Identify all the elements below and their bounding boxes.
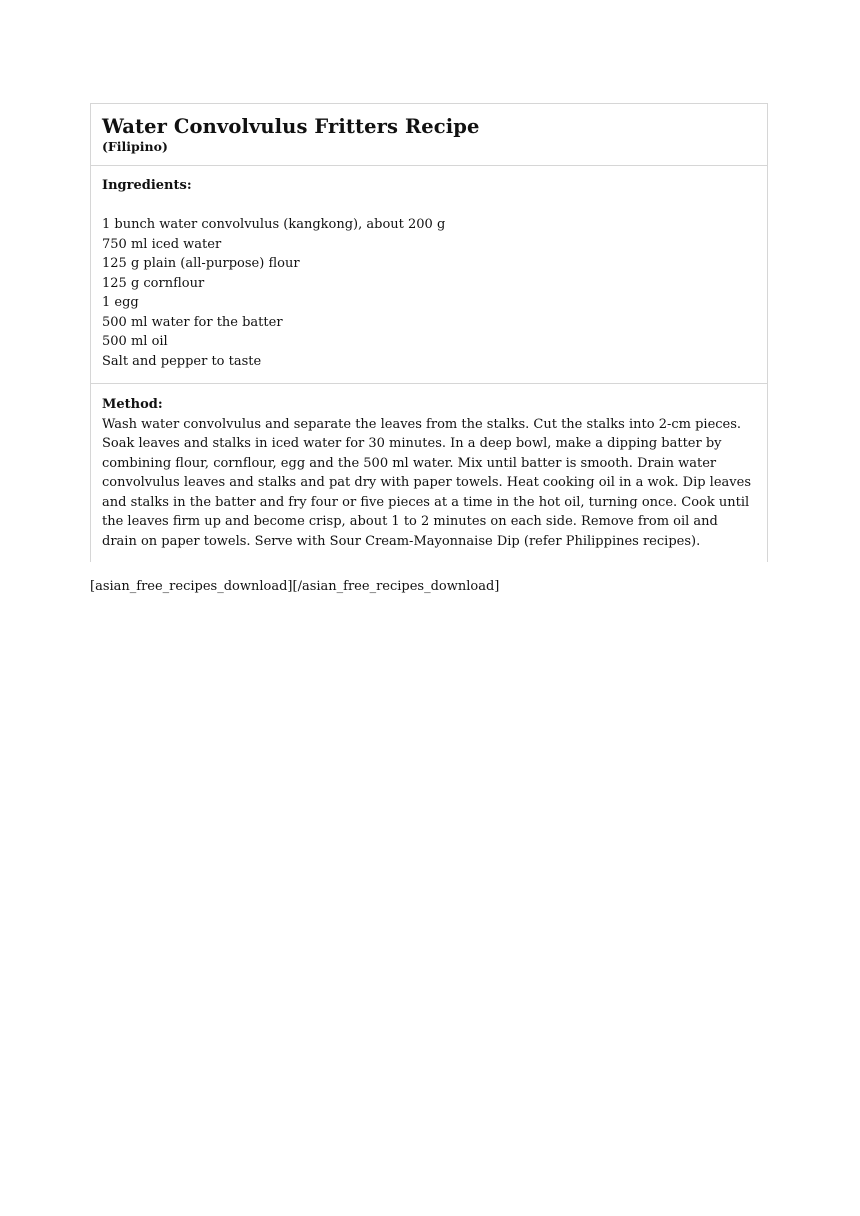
ingredient-item: 500 ml oil	[102, 334, 168, 349]
method-section	[91, 384, 767, 562]
recipe-title: Water Convolvulus Fritters Recipe	[102, 115, 480, 138]
ingredient-item: 1 bunch water convolvulus (kangkong), about 200 g	[102, 217, 446, 232]
ingredient-item: 750 ml iced water	[102, 236, 222, 252]
method-heading: Method:	[102, 397, 163, 412]
ingredient-item: 125 g plain (all-purpose) flour	[102, 256, 300, 271]
ingredient-item: Salt and pepper to taste	[102, 353, 262, 369]
recipe-cuisine: (Filipino)	[102, 139, 168, 154]
recipe-card	[90, 103, 768, 562]
ingredients-heading: Ingredients:	[102, 178, 192, 193]
ingredients-list	[102, 215, 756, 371]
ingredient-item: 1 egg	[102, 295, 139, 310]
method-text: Wash water convolvulus and separate the leaves from the stalks. Cut the stalks into 2-cm pieces. Soak leaves and stalks in iced water for 30 minutes. In a deep bowl, make a dipping batter by combining flour, cornflour, egg and the 500 ml water. Mix until batter is smooth. Drain water convolvulus leaves and stalks and pat dry with paper towels. Heat cooking oil in a wok. Dip leaves and stalks in the batter and fry four or five pieces at a time in the hot oil, turning once. Cook until the leaves firm up and become crisp, about 1 to 2 minutes on each side. Remove from oil and drain on paper towels. Serve with Sour Cream-Mayonnaise Dip (refer Philippines recipes).	[102, 416, 751, 549]
ingredient-item: 500 ml water for the batter	[102, 314, 283, 330]
ingredient-item: 125 g cornflour	[102, 275, 205, 291]
recipe-header	[91, 104, 767, 166]
ingredients-section	[91, 166, 767, 384]
download-shortcode: [asian_free_recipes_download][/asian_free_recipes_download]	[90, 579, 500, 594]
